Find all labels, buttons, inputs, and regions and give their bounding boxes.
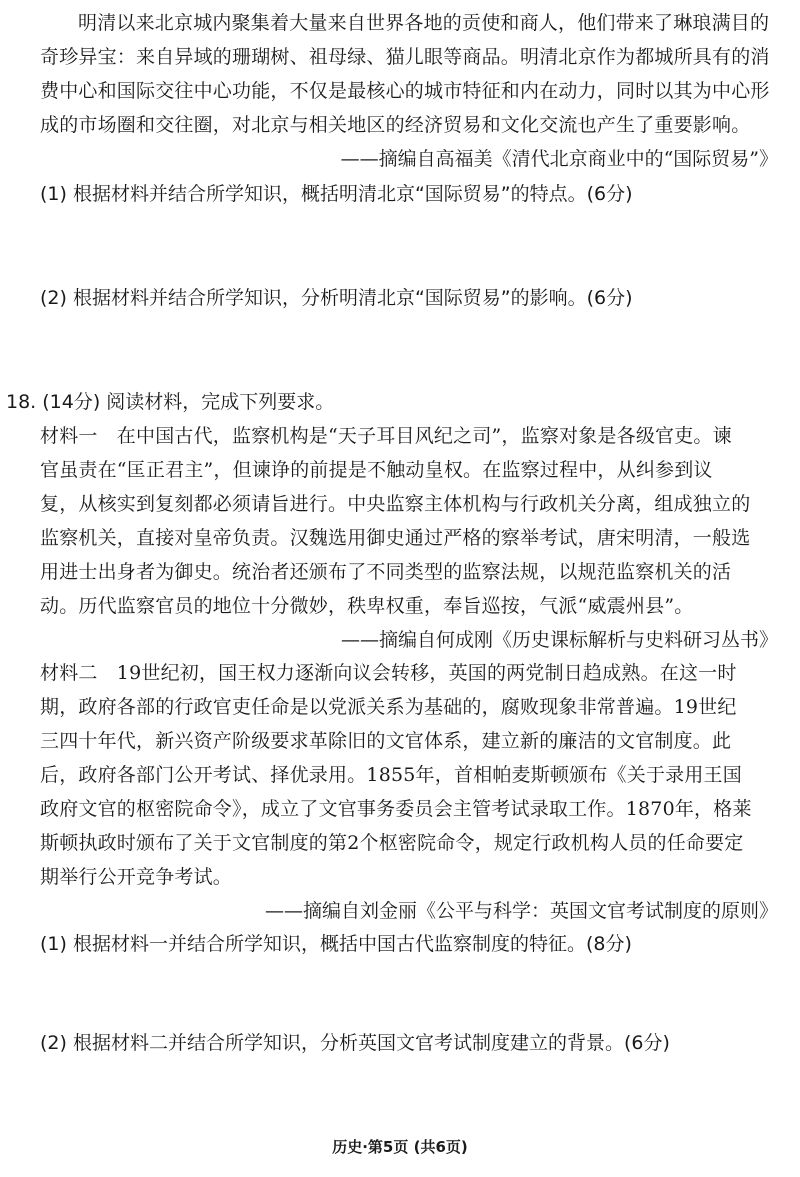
material-top-line-3: 费中心和国际交往中心功能，不仅是最核心的城市特征和内在动力，同时以其为中心形 [40, 80, 770, 102]
material2-line-2: 期，政府各部的行政官吏任命是以党派关系为基础的，腐败现象非常普遍。19世纪 [40, 696, 737, 718]
material2-line-3: 三四十年代，新兴资产阶级要求革除旧的文官体系，建立新的廉洁的文官制度。此 [40, 730, 732, 752]
material-top-line-1: 明清以来北京城内聚集着大量来自世界各地的贡使和商人，他们带来了琳琅满目的 [78, 12, 770, 34]
material2-line-7: 期举行公开竞争考试。 [40, 866, 233, 888]
material2-line-6: 斯顿执政时颁布了关于文官制度的第2个枢密院命令，规定行政机构人员的任命要定 [40, 832, 744, 854]
material1-line-2: 官虽责在“匡正君主”，但谏诤的前提是不触动皇权。在监察过程中，从纠参到议 [40, 459, 713, 481]
material-top-source: ——摘编自高福美《清代北京商业中的“国际贸易”》 [340, 148, 778, 170]
q18-sub1: (1) 根据材料一并结合所学知识，概括中国古代监察制度的特征。(8分) [40, 933, 632, 955]
q17-sub1: (1) 根据材料并结合所学知识，概括明清北京“国际贸易”的特点。(6分) [40, 183, 633, 205]
material2-source: ——摘编自刘金丽《公平与科学：英国文官考试制度的原则》 [264, 900, 778, 922]
material1-source: ——摘编自何成刚《历史课标解析与史料研习丛书》 [340, 629, 778, 651]
material-top-line-2: 奇珍异宝：来自异域的珊瑚树、祖母绿、猫儿眼等商品。明清北京作为都城所具有的消 [40, 46, 770, 68]
material-top-line-4: 成的市场圈和交往圈，对北京与相关地区的经济贸易和文化交流也产生了重要影响。 [40, 114, 751, 136]
q18-sub2: (2) 根据材料二并结合所学知识，分析英国文官考试制度建立的背景。(6分) [40, 1032, 670, 1054]
material2-line-5: 政府文官的枢密院命令》，成立了文官事务委员会主管考试录取工作。1870年，格莱 [40, 798, 752, 820]
material2-line-1: 材料二 19世纪初，国王权力逐渐向议会转移，英国的两党制日趋成熟。在这一时 [40, 662, 737, 684]
material1-line-6: 动。历代监察官员的地位十分微妙，秩卑权重，奉旨巡按，气派“威震州县”。 [40, 595, 694, 617]
material1-line-3: 复，从核实到复刻都必须请旨进行。中央监察主体机构与行政机关分离，组成独立的 [40, 493, 751, 515]
material1-line-4: 监察机关，直接对皇帝负责。汉魏选用御史通过严格的察举考试，唐宋明清，一般选 [40, 527, 751, 549]
material1-line-1: 材料一 在中国古代，监察机构是“天子耳目风纪之司”，监察对象是各级官吏。谏 [40, 425, 732, 447]
q18-header: 18. (14分) 阅读材料，完成下列要求。 [6, 391, 335, 413]
page-footer: 历史·第5页 (共6页) [332, 1138, 468, 1156]
material2-line-4: 后，政府各部门公开考试、择优录用。1855年，首相帕麦斯顿颁布《关于录用王国 [40, 764, 742, 786]
material1-line-5: 用进士出身者为御史。统治者还颁布了不同类型的监察法规，以规范监察机关的活 [40, 561, 732, 583]
q17-sub2: (2) 根据材料并结合所学知识，分析明清北京“国际贸易”的影响。(6分) [40, 287, 633, 309]
